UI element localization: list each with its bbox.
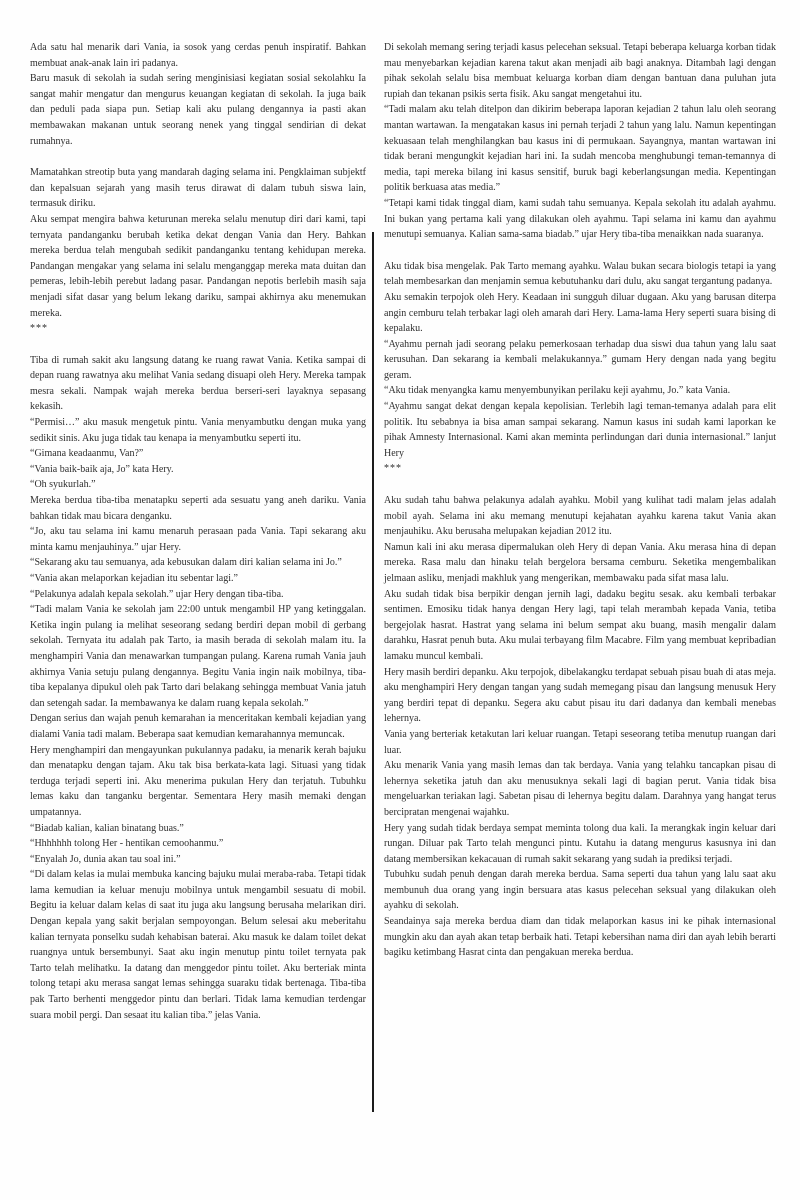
left-column xyxy=(30,40,366,1023)
section-break: *** xyxy=(384,463,402,475)
right-column xyxy=(384,40,776,961)
paragraph: Tubuhku sudah penuh dengan darah mereka berdua. Sama seperti dua tahun yang lalu saat aku membunuh dua orang yang ingin bersuara atas kasus pelecehan seksual yang dilakukan oleh ayahku di sekolah. xyxy=(384,869,776,912)
paragraph: “Tetapi kami tidak tinggal diam, kami sudah tahu semuanya. Kepala sekolah itu adalah ayahmu. Ini bukan yang pertama kali yang dilakukan oleh ayahmu. Tapi selama ini kamu dan ayahmu menutupi semuanya. Kalian sama-sama biadab.” ujar Hery tiba-tiba menaikkan nada suaranya. xyxy=(384,197,776,241)
paragraph: Aku sudah tahu bahwa pelakunya adalah ayahku. Mobil yang kulihat tadi malam jelas adalah mobil ayah. Selama ini aku memang menutupi kejahatan ayahku karena takut Vania akan menjauhiku. Aku berusaha melupakan kejadian 2012 itu. xyxy=(384,495,776,538)
paragraph: Namun kali ini aku merasa dipermalukan oleh Hery di depan Vania. Aku merasa hina di depan mereka. Rasa malu dan hinaku telah bergelora bersama cemburu. Seketika mengembalikan jelmaan asliku, menjadi makhluk yang mengerikan, membawaku pada sifat masa lalu. xyxy=(384,541,776,584)
paragraph: “Jo, aku tau selama ini kamu menaruh perasaan pada Vania. Tapi sekarang aku minta kamu menjauhinya.” ujar Hery. xyxy=(30,526,366,553)
paragraph: Aku sudah tidak bisa berpikir dengan jernih lagi, dadaku begitu sesak. aku kembali terbakar sentimen. Emosiku tidak hanya dengan Hery lagi, tapi telah merambah kepada Vania, tetiba bergejolak hasrat. Hastrat yang selama ini belum sempat aku buang, masih mengalir dalam darahku, Hasrat penuh buta. Aku mulai terbayang film Macabre. Film yang membuat kepribadian lamaku muncul kembali. xyxy=(384,588,776,662)
paragraph: “Di dalam kelas ia mulai membuka kancing bajuku mulai meraba-raba. Tetapi tidak lama kemudian ia keluar menuju mobilnya untuk mengambil sesuatu di mobil. Begitu ia keluar dalam kelas di saat itu juga aku langsung berusaha melarikan diri. Dengan kepala yang sakit berjalan sempoyongan. Belum selesai aku meberitahu kalian ternyata ponselku sudah kehabisan baterai. Aku masuk ke dalam toilet dekat ruangnya untuk bersembunyi. Saat aku ingin menutup pintu toilet ternyata pak Tarto telah melihatku. Ia datang dan menggedor pintu toilet. Aku berteriak minta tolong tetapi aku merasa sangat lemas sehingga suaraku tidak bertenaga. Tiba-tiba pak Tarto berhenti menggedor pintu dan berlari. Tidak lama kemudian terdengar suara mobil pergi. Dan sesaat itu kalian tiba.” jelas Vania. xyxy=(30,869,366,1021)
paragraph: “Hhhhhhh tolong Her - hentikan cemoohanmu.” xyxy=(30,838,224,850)
paragraph: “Enyalah Jo, dunia akan tau soal ini.” xyxy=(30,853,181,865)
paragraph: Aku tidak bisa mengelak. Pak Tarto memang ayahku. Walau bukan secara biologis tetapi ia yang telah membesarkan dan menjamin semua kebutuhanku dari dulu, aku sangat tergantung padanya. xyxy=(384,260,776,288)
paragraph: Hery menghampiri dan mengayunkan pukulannya padaku, ia menarik kerah bajuku dan menatapku dengan tajam. Aku tak bisa berkata-kata lagi. Situasi yang tidak terduga terjadi seperti ini. Aku menerima pukulan Hery dan terjatuh. Tubuhku lemas kaku dan tanganku bergentar. Sementara Hery masih memaki dengan umpatannya. xyxy=(30,744,366,818)
paragraph: “Oh syukurlah.” xyxy=(30,479,96,491)
paragraph: Di sekolah memang sering terjadi kasus pelecehan seksual. Tetapi beberapa keluarga korban tidak mau menyebarkan kejadian karena takut akan menjadi aib bagi anaknya. Ditambah lagi dengan pihak sekolah selalu bisa membuat keluarga korban diam dengan bantuan dana puluhan juta rupiah dan tekanan psikis serta fisik. Aku sangat mengetahui itu. xyxy=(384,42,776,100)
paragraph: Tiba di rumah sakit aku langsung datang ke ruang rawat Vania. Ketika sampai di depan ruang rawatnya aku melihat Vania sedang disuapi oleh Hery. Mereka tampak mesra sekali. Nampak wajah mereka berdua berseri-seri layaknya sepasang kekasih. xyxy=(30,354,366,413)
paragraph: Hery masih berdiri depanku. Aku terpojok, dibelakangku terdapat sebuah pisau buah di atas meja. aku menghampiri Hery dengan tangan yang sudah memegang pisau dan langsung menusuk Hery yang berdiri tepat di depanku. Segera aku cabut pisau itu dari dadanya dan kembali menebas lehernya. xyxy=(384,666,776,725)
paragraph: “Permisi…” aku masuk mengetuk pintu. Vania menyambutku dengan muka yang sedikit sinis. Aku juga tidak tau kenapa ia menyambutku seperti itu. xyxy=(30,417,366,444)
paragraph: “Vania akan melaporkan kejadian itu sebentar lagi.” xyxy=(30,573,238,584)
paragraph: “Tadi malam aku telah ditelpon dan dikirim beberapa laporan kejadian 2 tahun lalu oleh seorang mantan wartawan. Ia mengatakan kasus ini pernah terjadi 2 tahun yang lalu. Namun kepentingan kekuasaan telah menghilangkan bau kasus ini di permukaan. Sayangnya, mantan wartawan ini tidak berani mengungkit kejadian hari ini. Ia sudah mencoba menghubungi teman-temannya di media, tapi mereka bilang ini kasus sensitif, buruk bagi keberlangsungan media. Kepentingan politik berkuasa atas media.” xyxy=(384,104,776,194)
paragraph: “Aku tidak menyangka kamu menyembunyikan perilaku keji ayahmu, Jo.” kata Vania. xyxy=(384,385,731,397)
paragraph: Ada satu hal menarik dari Vania, ia sosok yang cerdas penuh inspiratif. Bahkan membuat anak-anak lain iri padanya. xyxy=(30,42,366,69)
paragraph: “Tadi malam Vania ke sekolah jam 22:00 untuk mengambil HP yang ketinggalan. Ketika ingin pulang ia melihat seseorang sedang berdiri depan mobil di gerbang sekolah. Ternyata itu adalah pak Tarto, ia masih berada di sekolah malam itu. Ia menghampiri Vania dan menawarkan tumpangan pulang. Karena rumah Vania jauh akhirnya Vania setuju pulang dengannya. Begitu Vania ingin naik mobilnya, tiba-tiba kepalanya dipukul oleh pak Tarto dari belakang sehingga membuat Vania jatuh dan setengah sadar. Ia membawanya ke dalam ruang kepala sekolah.” xyxy=(30,604,366,709)
paragraph: “Pelakunya adalah kepala sekolah.” ujar Hery dengan tiba-tiba. xyxy=(30,588,284,600)
column-divider xyxy=(372,232,374,1112)
paragraph: “Ayahmu pernah jadi seorang pelaku pemerkosaan terhadap dua siswi dua tahun yang lalu saat kerusuhan. Dan sekarang ia kembali melakukannya.” gumam Hery dengan nada yang begitu geram. xyxy=(384,338,776,381)
paragraph: Vania yang berteriak ketakutan lari keluar ruangan. Tetapi seseorang tetiba menutup ruangan dari luar. xyxy=(384,728,776,756)
paragraph: “Biadab kalian, kalian binatang buas.” xyxy=(30,822,184,834)
section-break: *** xyxy=(30,323,48,335)
paragraph: Mereka berdua tiba-tiba menatapku seperti ada sesuatu yang aneh dariku. Vania bahkan tidak mau bicara denganku. xyxy=(30,495,366,522)
paragraph: Hery yang sudah tidak berdaya sempat meminta tolong dua kali. Ia merangkak ingin keluar dari rungan. Diluar pak Tarto telah mengunci pintu. Kutahu ia datang mengurus kasusnya ini dan datang membersikan kekacauan di rumah sakit sekarang yang sudah ia prediksi terjadi. xyxy=(384,822,776,865)
paragraph: Seandainya saja mereka berdua diam dan tidak melaporkan kasus ini ke pihak internasional mungkin aku dan ayah akan tetap berbaik hati. Tetapi kebersihan nama diri dan ayah lebih berarti bagiku ketimbang Hasrat cinta dan pengakuan mereka berdua. xyxy=(384,916,776,959)
paragraph: Aku sempat mengira bahwa keturunan mereka selalu menutup diri dari kami, tapi ternyata pandanganku berubah ketika dekat dengan Vania dan Hery. Bahkan mereka berdua telah mengubah sedikit pandanganku tentang kehidupan mereka. Pandangan mengakar yang selama ini selalu menganggap mereka mata duitan dan pemeras, lebih-lebih perebut ladang pasar. Pandangan nepotis berlebih masih saja menjadi sifat dasar yang belum lekang dariku, sampai akhirnya aku menemukan mereka. xyxy=(30,213,366,319)
paragraph: Dengan serius dan wajah penuh kemarahan ia menceritakan kembali kejadian yang dialami Vania tadi malam. Beberapa saat kemudian kemarahannya memuncak. xyxy=(30,713,366,740)
paragraph: “Ayahmu sangat dekat dengan kepala kepolisian. Terlebih lagi teman-temanya adalah para elit politik. Itu sebabnya ia bisa aman sampai sekarang. Namun kasus ini sudah kami laporkan ke pihak Amnesty Internasional. Kami akan meminta perlindungan dari dunia internasional.” lanjut Hery xyxy=(384,401,776,459)
paragraph: “Gimana keadaanmu, Van?” xyxy=(30,448,144,460)
paragraph: Aku semakin terpojok oleh Hery. Keadaan ini sungguh diluar dugaan. Aku yang barusan diterpa angin cemburu telah terbakar lagi oleh amarah dari Hery. Lama-lama Hery seperti suara bising di kepalaku. xyxy=(384,291,776,335)
paragraph: Baru masuk di sekolah ia sudah sering menginisiasi kegiatan sosial sekolahku Ia sangat mahir mengatur dan mengurus keuangan kegiatan di sekolah. Ia juga baik dan peduli pada siapa pun. Setiap kali aku pulang dengannya ia pasti akan membawakan makanan untuk seorang nenek yang tinggal sendirian di dekat rumahnya. xyxy=(30,73,366,147)
paragraph: Mamatahkan streotip buta yang mandarah daging selama ini. Pengklaiman subjektf dan kepalsuan sejarah yang masih terus dirawat di dalam tubuh siswa lain, termasuk diriku. xyxy=(30,167,366,210)
paragraph: Aku menarik Vania yang masih lemas dan tak berdaya. Vania yang telahku tancapkan pisau di lehernya seketika jatuh dan aku menusuknya sekali lagi di bagian perut. Vania tidak bisa mengeluarkan teriakan lagi. Sabetan pisau di lehernya begitu dalam. Darahnya yang hangat terus bercipratan mengenai wajahku. xyxy=(384,760,776,818)
paragraph: “Vania baik-baik aja, Jo” kata Hery. xyxy=(30,463,174,475)
paragraph: “Sekarang aku tau semuanya, ada kebusukan dalam diri kalian selama ini Jo.” xyxy=(30,557,342,569)
